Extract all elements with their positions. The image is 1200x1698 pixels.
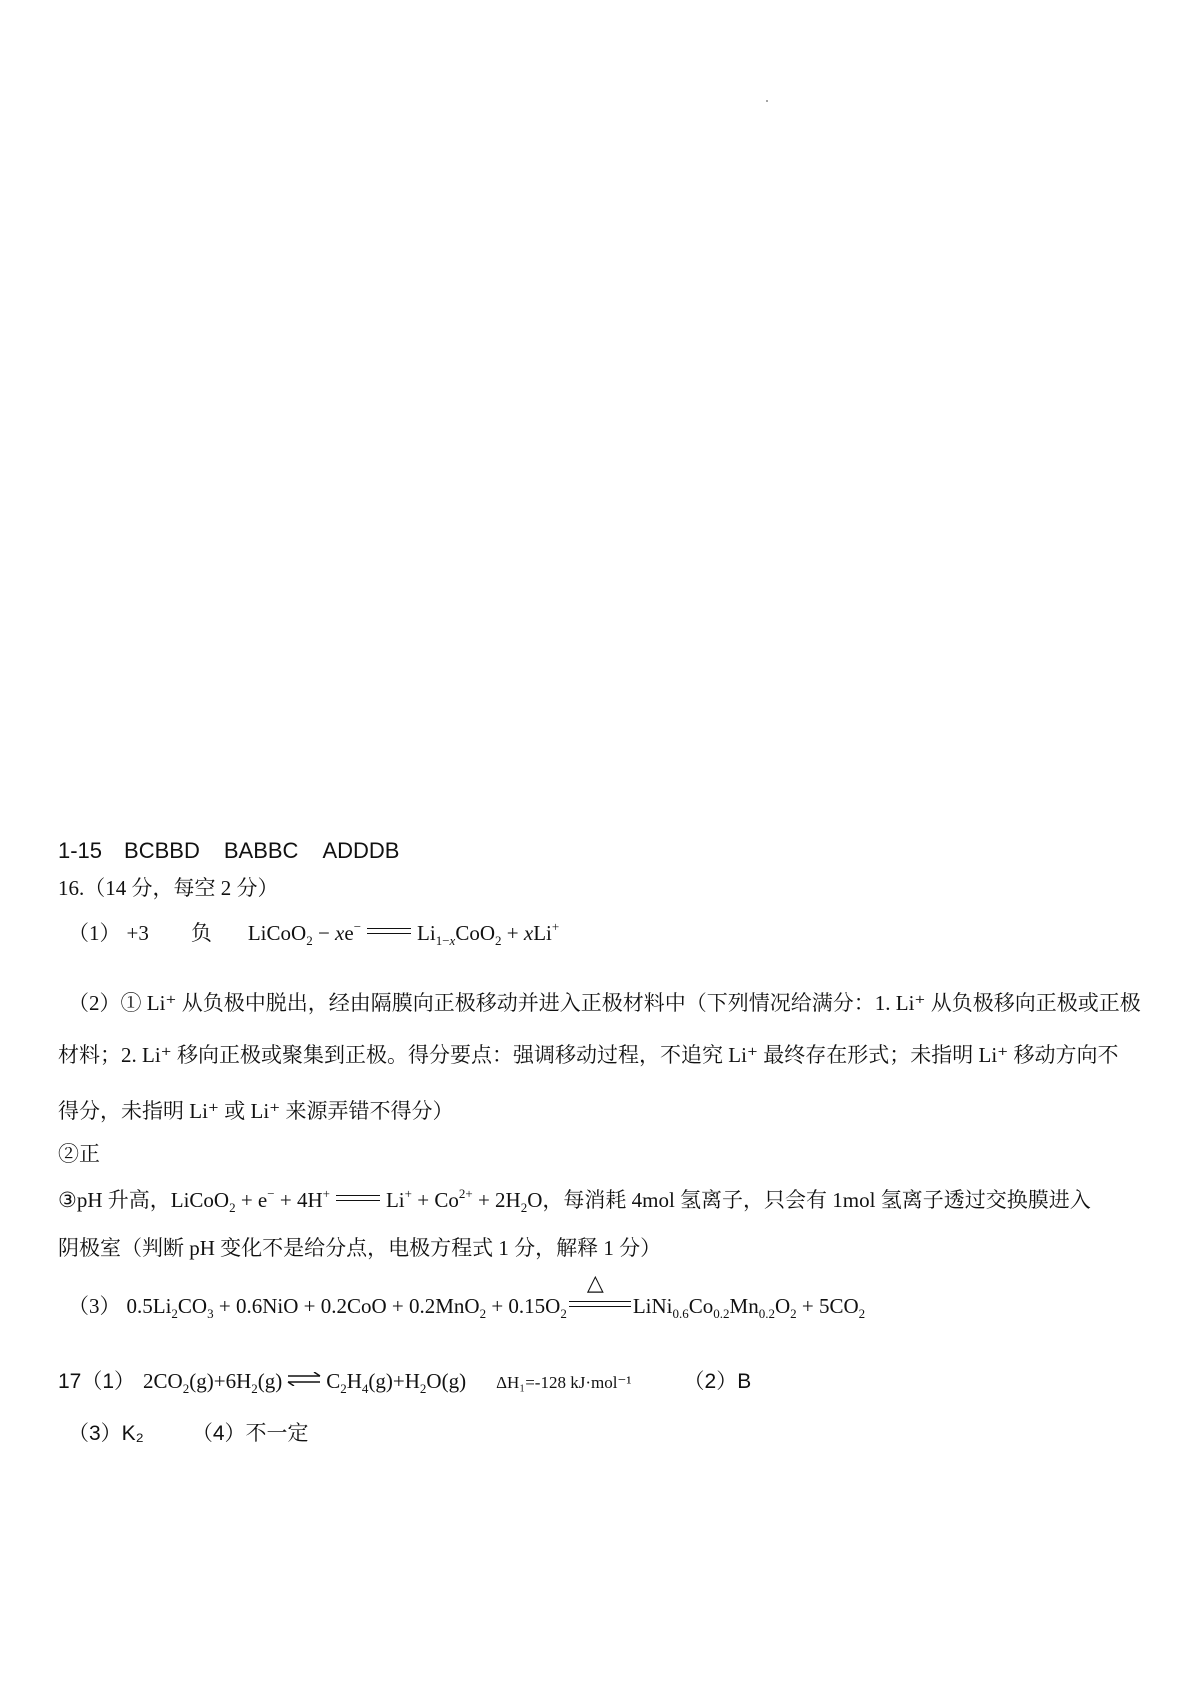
- q16-part2-sub3: [58, 1184, 1091, 1214]
- q16-part1-valence: +3: [126, 921, 149, 945]
- q17-part3-4: [68, 1417, 309, 1447]
- q17-part4: （4）不一定: [191, 1422, 309, 1445]
- q16-part2-line3: 得分，未指明 Li⁺ 或 Li⁺ 来源弄错不得分）: [58, 1099, 454, 1123]
- q16-part2-sub3-equation: LiCoO$_2$ + e− + 4H+ $Li^+ + Co^{2+} + 2H_2O$: [170, 1186, 543, 1215]
- q16-part2-line1: （2）① Li⁺ 从负极中脱出，经由隔膜向正极移动并进入正极材料中（下列情况给满分：1. Li⁺ 从负极移向正极或正极: [68, 991, 1141, 1015]
- q16-part3-equation: $0.5Li_2CO_3 + 0.6NiO + 0.2CoO + 0.2MnO_2 + 0.15O_2$ △ $LiNi_{0.6}Co_{0.2}Mn_{0.2}O_2 + 5CO_2$: [126, 1270, 866, 1321]
- q16-part2-sub3-line2: 阴极室（判断 pH 变化不是给分点，电极方程式 1 分，解释 1 分）: [58, 1236, 662, 1260]
- q17-part2: （2）B: [683, 1370, 752, 1393]
- q16-part3-label: （3）: [68, 1294, 121, 1318]
- q16-part2-sub3-suffix: ，每消耗 4mol 氢离子，只会有 1mol 氢离子透过交换膜进入: [542, 1188, 1091, 1212]
- q16-part2-sub2: ②正: [58, 1142, 100, 1166]
- q16-part1: [68, 917, 559, 947]
- answers-line: [58, 838, 399, 864]
- answers-group-3: ADDDB: [322, 838, 400, 863]
- answers-range: 1-15: [58, 838, 103, 863]
- q16-part3: [68, 1270, 866, 1321]
- q16-part1-label: （1）: [68, 921, 121, 945]
- q16-part1-equation: LiCoO$_2$ − xe− $Li_{1-x}CoO_2 + xLi^+$: [247, 919, 560, 948]
- q16-part1-electrode: 负: [190, 921, 212, 945]
- answers-group-2: BABBC: [223, 838, 299, 863]
- q16-part2-sub3-prefix: ③pH 升高，: [58, 1188, 171, 1212]
- q17-part1: [58, 1365, 751, 1395]
- answers-group-1: BCBBD: [124, 838, 200, 863]
- q17-part3: （3）K₂: [68, 1422, 144, 1445]
- q17-label: 17（1）: [58, 1370, 136, 1393]
- heat-triangle-icon: △: [586, 1270, 604, 1295]
- q17-part1-equation: $2CO_2(g)+6H_2(g)$ $C_2H_4(g)+H_2O(g)$: [143, 1369, 467, 1396]
- stray-dot: [766, 100, 768, 102]
- q17-dh: ΔH₁=-128 kJ·mol⁻¹: [496, 1373, 632, 1392]
- q16-header: 16.（14 分，每空 2 分）: [58, 876, 279, 900]
- q16-part2-line2: 材料；2. Li⁺ 移向正极或聚集到正极。得分要点：强调移动过程，不追究 Li⁺ 最终存在形式；未指明 Li⁺ 移动方向不: [58, 1043, 1119, 1067]
